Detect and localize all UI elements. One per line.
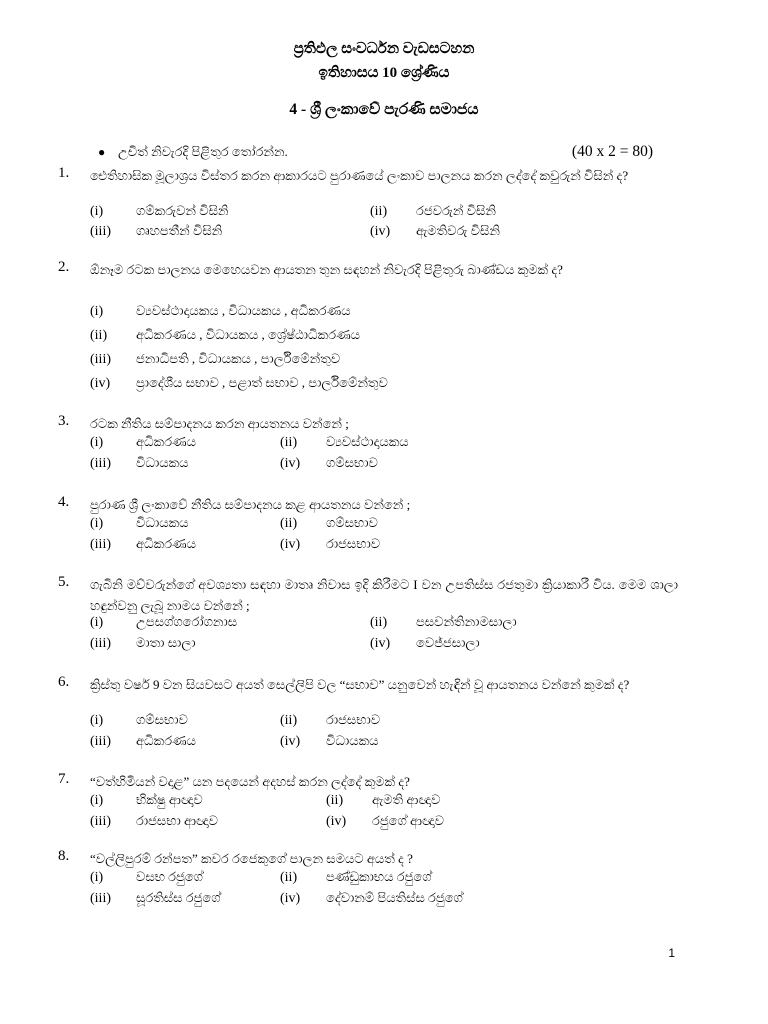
question-text: ඕනෑම රටක පාලනය මෙහෙයවන ආයතන තුන සඳහන් නිවැරදි පිළිතුරු බාණ්ඩය කුමක් ද? xyxy=(90,262,563,277)
question-number: 8. xyxy=(58,848,70,864)
subject-grade: ඉතිහාසය 10 ශ්‍රේණිය xyxy=(318,65,450,81)
bullet-icon: ● xyxy=(98,145,106,159)
instruction-text: උචිත් නිවැරදි පිළිතුර තෝරන්න. xyxy=(118,144,288,159)
option-iii: (iii) ගෘහපතීන් විසිනි xyxy=(90,223,223,239)
option-iv: (iv) වෙජ්ජසාලා xyxy=(370,635,480,651)
question-text: පුරාණ ශ්‍රී ලංකාවේ නීතිය සම්පාදනය කළ ආයතනය වන්නේ ; xyxy=(90,497,411,512)
lesson-title: 4 - ශ්‍රී ලංකාවේ පැරණි සමාජය xyxy=(289,101,479,118)
question-number: 6. xyxy=(58,674,70,690)
option-iv: (iv) ගම්සභාව xyxy=(280,455,378,471)
question-2 xyxy=(58,259,678,391)
option-iv: (iv) රාජසභාව xyxy=(280,536,381,552)
question-6 xyxy=(58,674,678,749)
question-5 xyxy=(58,574,678,651)
option-ii: (ii) ගම්සභාව xyxy=(280,515,378,531)
option-iii: (iii) සූරතිස්ස රජුගේ xyxy=(90,890,221,906)
program-title: ප්‍රතිඵල සංවර්ධන වැඩසටහන xyxy=(293,41,475,57)
option-ii: (ii) රජවරුන් විසිනි xyxy=(370,203,496,219)
question-number: 5. xyxy=(58,574,70,590)
option-i: (i) වසභ රජුගේ xyxy=(90,869,203,885)
option-i: (i) ව්‍යවස්ථාදායකය , විධායකය , අධිකරණය xyxy=(90,303,351,319)
option-ii: (ii) රාජසභාව xyxy=(280,712,381,728)
question-text: “වල්ලිපුරම් රන්පත” කවර රජෙකුගේ පාලන සමයට අයත් ද ? xyxy=(90,851,413,866)
question-8 xyxy=(58,848,678,906)
marks-allocation: (40 x 2 = 80) xyxy=(571,143,653,160)
question-text: ක්‍රිස්තු වර්ෂ 9 වන සියවසට අයත් සෙල්ලිපි වල “සභාව” යනුවෙන් හැඳින් වූ ආයතනය වන්නේ කුමක් ද? xyxy=(90,677,630,692)
question-text: ගැබිනි මව්වරුන්ගේ අවශ්‍යතා සඳහා මාතෘ නිවාස ඉදි කිරීමට I වන උපතිස්ස රජතුමා ක්‍රියාකාරී විය. මෙම ශාලා හඳුන්වනු ලැබූ නාමය වන්නේ ; xyxy=(90,577,678,613)
question-1 xyxy=(58,165,678,239)
option-iii: (iii) අධිකරණය xyxy=(90,733,196,749)
option-iv: (iv) දේවානම් පියතිස්ස රජුගේ xyxy=(280,890,463,906)
option-iii: (iii) රාජසභා ආඥාව xyxy=(90,813,218,829)
question-3 xyxy=(58,413,678,471)
option-i: (i) අධිකරණය xyxy=(90,434,196,450)
option-ii: (ii) අධිකරණය , විධායකය , ශ්‍රේෂ්ඨාධිකරණය xyxy=(90,327,361,343)
option-i: (i) ගම්සභාව xyxy=(90,712,188,728)
question-number: 7. xyxy=(58,771,70,787)
instruction-line xyxy=(98,143,658,160)
question-number: 3. xyxy=(58,413,70,429)
question-text: “වත්හිමියන් වදාළ” යන පදයෙන් අදහස් කරන ලද්දේ කුමක් ද? xyxy=(90,774,410,789)
question-text: ඓතිහාසික මූලාශ්‍රය විස්තර කරන ආකාරයට පුරාණයේ ලංකාව පාලනය කරන ලද්දේ කවුරුන් විසින් ද? xyxy=(90,168,629,183)
option-ii: (ii) පණ්ඩුකාභය රජුගේ xyxy=(280,869,432,885)
option-iii: (iii) ජනාධිපති , විධායකය , පාර්ලිමේන්තුව xyxy=(90,351,341,367)
page-number: 1 xyxy=(668,946,675,960)
option-i: (i) භික්ෂු ආඥාව xyxy=(90,792,203,808)
option-i: (i) විධායකය xyxy=(90,515,189,531)
option-iii: (iii) විධායකය xyxy=(90,455,189,471)
question-number: 2. xyxy=(58,259,70,275)
option-iv: (iv) රජුගේ ආඥාව xyxy=(326,813,444,829)
option-iii: (iii) අධිකරණය xyxy=(90,536,196,552)
option-iv: (iv) විධායකය xyxy=(280,733,379,749)
option-iii: (iii) මාතා සාලා xyxy=(90,635,196,651)
option-ii: (ii) ව්‍යවස්ථාදායකය xyxy=(280,434,409,450)
option-ii: (ii) පසවන්තිනාමසාලා xyxy=(370,614,517,630)
option-iv: (iv) ඇමතිවරු විසිනි xyxy=(370,223,500,239)
question-text: රටක නීතිය සම්පාදනය කරන ආයතනය වන්නේ ; xyxy=(90,416,349,431)
option-i: (i) උපසග්ගරෝගනාස xyxy=(90,614,238,630)
option-iv: (iv) ප්‍රාදේශීය සභාව , පළාත් සභාව , පාර්ලිමේන්තුව xyxy=(90,375,388,391)
option-i: (i) ගම්කරුවන් විසිනි xyxy=(90,203,229,219)
question-number: 1. xyxy=(58,165,70,181)
option-ii: (ii) ඇමති ආඥාව xyxy=(326,792,441,808)
question-number: 4. xyxy=(58,494,70,510)
question-4 xyxy=(58,494,678,552)
question-7 xyxy=(58,771,678,829)
